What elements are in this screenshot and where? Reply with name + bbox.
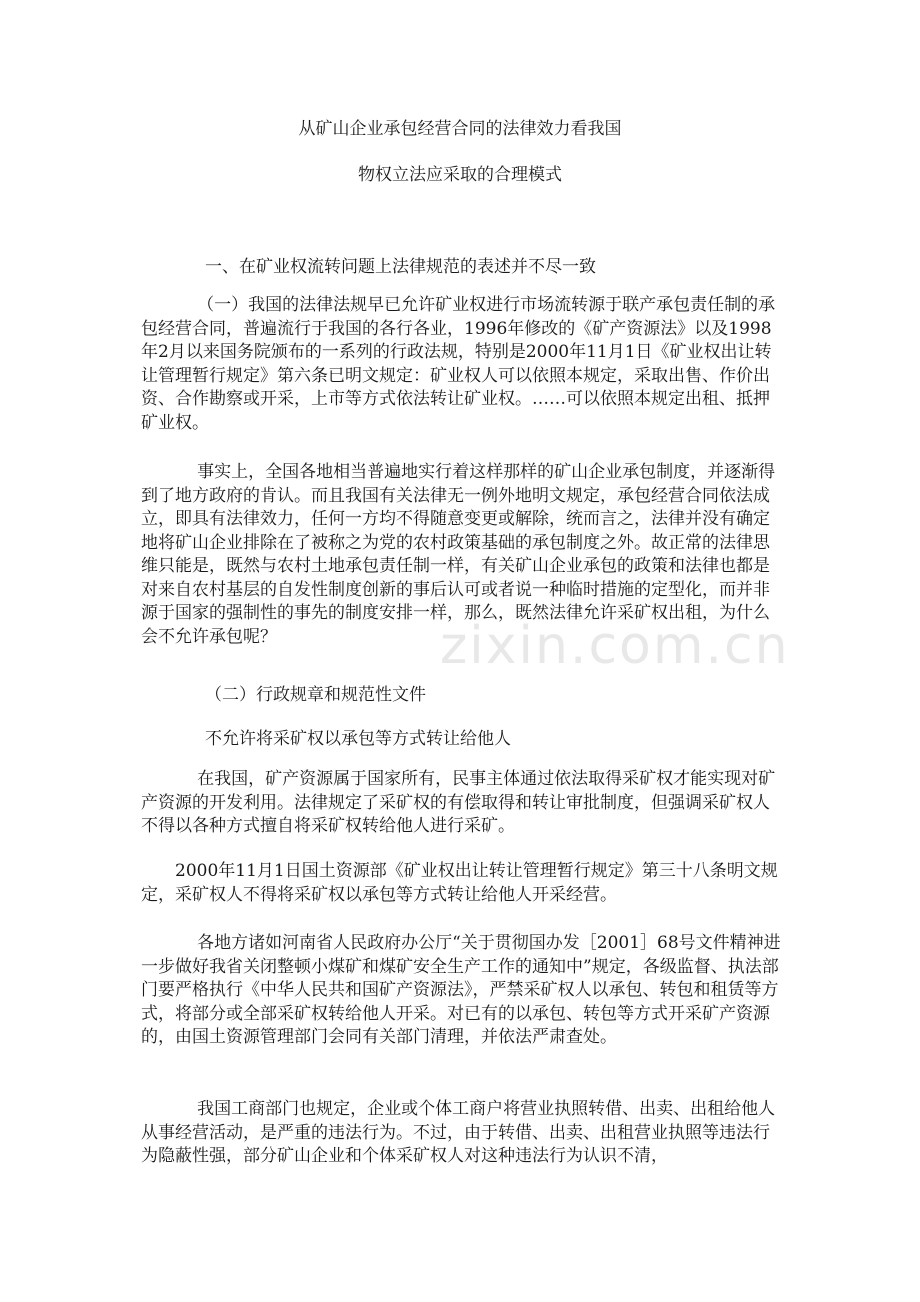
section-2-subheading: （二）行政规章和规范性文件 bbox=[205, 685, 426, 705]
paragraph-1: （一）我国的法律法规早已允许矿业权进行市场流转源于联产承包责任制的承包经营合同，普遍流行于我国的各行各业，1996年修改的《矿产资源法》以及1998年2月以来国务院颁布的一系列的行政法规，特别是2000年11月1日《矿业权出让转让管理暂行规定》第六条已明文规定：矿业权人可以依照本规定，采取出售、作价出资、合作勘察或开采，上市等方式依法转让矿业权。……可以依照本规定出租、抵押矿业权。 bbox=[141, 295, 776, 433]
section-1-heading: 一、在矿业权流转问题上法律规范的表述并不尽一致 bbox=[205, 257, 596, 277]
paragraph-5: 各地方诸如河南省人民政府办公厅“关于贯彻国办发［2001］68号文件精神进一步做好我省关闭整顿小煤矿和煤矿安全生产工作的通知中”规定，各级监督、执法部门要严格执行《中华人民共和国矿产资源法》，严禁采矿权人以承包、转包和租赁等方式，将部分或全部采矿权转给他人开采。对已有的以承包、转包等方式开采矿产资源的，由国土资源管理部门会同有关部门清理，并依法严肃查处。 bbox=[141, 933, 781, 1047]
document-title-line-2: 物权立法应采取的合理模式 bbox=[358, 165, 562, 185]
document-title-line-1: 从矿山企业承包经营合同的法律效力看我国 bbox=[298, 119, 622, 139]
watermark-logo: zixin.com.cn bbox=[440, 616, 790, 676]
section-3-subheading: 不允许将采矿权以承包等方式转让给他人 bbox=[205, 729, 511, 749]
paragraph-6: 我国工商部门也规定，企业或个体工商户将营业执照转借、出卖、出租给他人从事经营活动，是严重的违法行为。不过，由于转借、出卖、出租营业执照等违法行为隐蔽性强，部分矿山企业和个体采矿权人对这种违法行为认识不清， bbox=[141, 1099, 776, 1166]
paragraph-2: 事实上，全国各地相当普遍地实行着这样那样的矿山企业承包制度，并逐渐得到了地方政府的肯认。而且我国有关法律无一例外地明文规定，承包经营合同依法成立，即具有法律效力，任何一方均不得随意变更或解除，统而言之，法律并没有确定地将矿山企业排除在了被称之为党的农村政策基础的承包制度之外。故正常的法律思维只能是，既然与农村土地承包责任制一样，有关矿山企业承包的政策和法律也都是对来自农村基层的自发性制度创新的事后认可或者说一种临时措施的定型化，而并非源于国家的强制性的事先的制度安排一样，那么，既然法律允许采矿权出租，为什么会不允许承包呢？ bbox=[141, 462, 776, 647]
paragraph-4: 2000年11月1日国土资源部《矿业权出让转让管理暂行规定》第三十八条明文规定，采矿权人不得将采矿权以承包等方式转让给他人开采经营。 bbox=[141, 861, 778, 905]
paragraph-3: 在我国，矿产资源属于国家所有，民事主体通过依法取得采矿权才能实现对矿产资源的开发利用。法律规定了采矿权的有偿取得和转让审批制度，但强调采矿权人不得以各种方式擅自将采矿权转给他人进行采矿。 bbox=[141, 769, 776, 836]
